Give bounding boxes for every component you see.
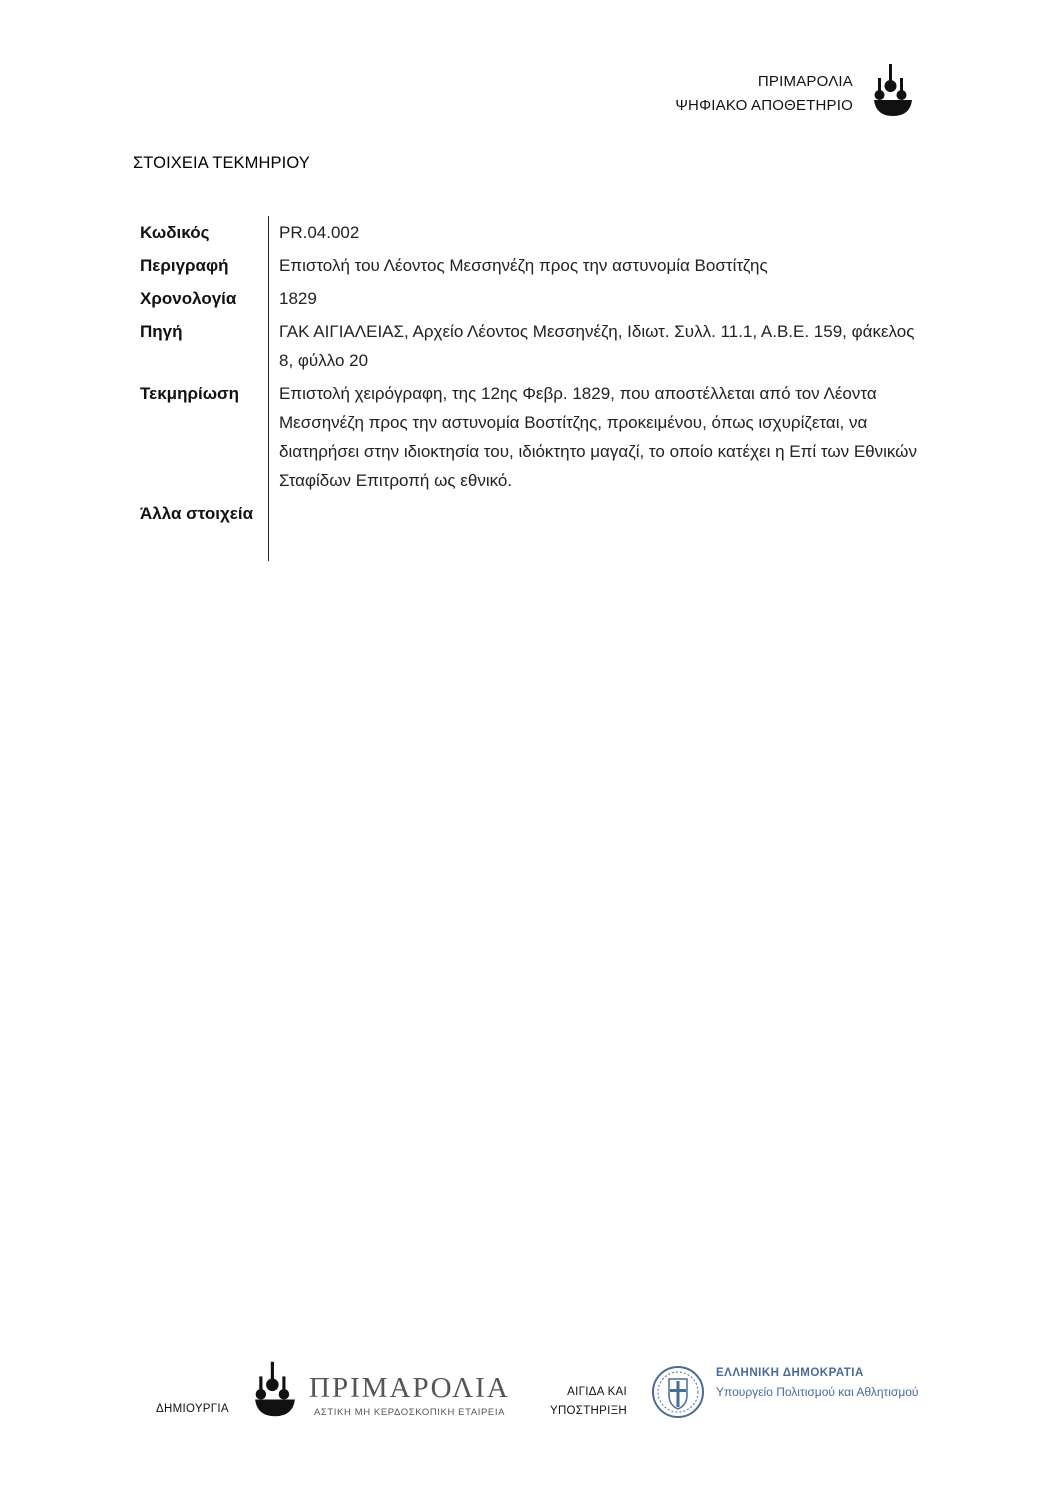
header-text [675,70,853,118]
header-line2: ΨΗΦΙΑΚΟ ΑΠΟΘΕΤΗΡΙΟ [675,97,853,114]
row-label-date: Χρονολογία [140,289,237,308]
row-value-code: PR.04.002 [269,216,930,249]
ministry-line2: Υπουργείο Πολιτισμού και Αθλητισμού [716,1385,919,1399]
section-title: ΣΤΟΙΧΕΙΑ ΤΕΚΜΗΡΙΟΥ [133,154,310,172]
footer-creator-label: ΔΗΜΙΟΥΡΓΙΑ [156,1403,229,1415]
table-row [140,216,929,249]
primarolia-logo-bottom-icon [253,1360,297,1418]
support-label-line1: ΑΙΓΙΔΑ ΚΑΙ [567,1386,627,1398]
metadata-table [140,216,929,561]
row-label-other: Άλλα στοιχεία [140,504,254,523]
brand-name: ΠΡΙΜΑΡΟΛΙΑ [309,1372,510,1404]
header-line1: ΠΡΙΜΑΡΟΛΙΑ [757,73,853,90]
row-value-documentation: Επιστολή χειρόγραφη, της 12ης Φεβρ. 1829, που αποστέλλεται από τον Λέοντα Μεσσηνέζη προς την αστυνομία Βοστίτζης, προκειμένου, όπως ισχυρίζεται, να διατηρήσει στην ιδιοκτησία του, ιδιόκτητο μαγαζί, το οποίο κατέχει η Επί των Εθνικών Σταφίδων Επιτροπή ως εθνικό. [269,377,930,497]
row-value-description: Επιστολή του Λέοντος Μεσσηνέζη προς την αστυνομία Βοστίτζης [269,249,930,282]
row-label-code: Κωδικός [140,223,210,242]
support-label-line2: ΥΠΟΣΤΗΡΙΞΗ [549,1405,627,1417]
row-label-description: Περιγραφή [140,256,229,275]
primarolia-logo-icon [872,64,914,116]
support-label [549,1383,627,1421]
hellenic-republic-seal-icon [651,1365,705,1419]
table-row [140,282,929,315]
row-value-other [269,497,930,561]
table-row [140,249,929,282]
ministry-line1: ΕΛΛΗΝΙΚΗ ΔΗΜΟΚΡΑΤΙΑ [716,1367,864,1379]
row-value-date: 1829 [269,282,930,315]
brand-subtitle: ΑΣΤΙΚΗ ΜΗ ΚΕΡΔΟΣΚΟΠΙΚΗ ΕΤΑΙΡΕΙΑ [314,1407,506,1418]
table-row [140,315,929,377]
row-label-documentation: Τεκμηρίωση [140,384,240,403]
table-row [140,497,929,561]
table-row [140,377,929,497]
row-label-source: Πηγή [140,322,183,341]
row-value-source: ΓΑΚ ΑΙΓΙΑΛΕΙΑΣ, Αρχείο Λέοντος Μεσσηνέζη, Ιδιωτ. Συλλ. 11.1, Α.Β.Ε. 159, φάκελος 8, φύλλο 20 [269,315,930,377]
